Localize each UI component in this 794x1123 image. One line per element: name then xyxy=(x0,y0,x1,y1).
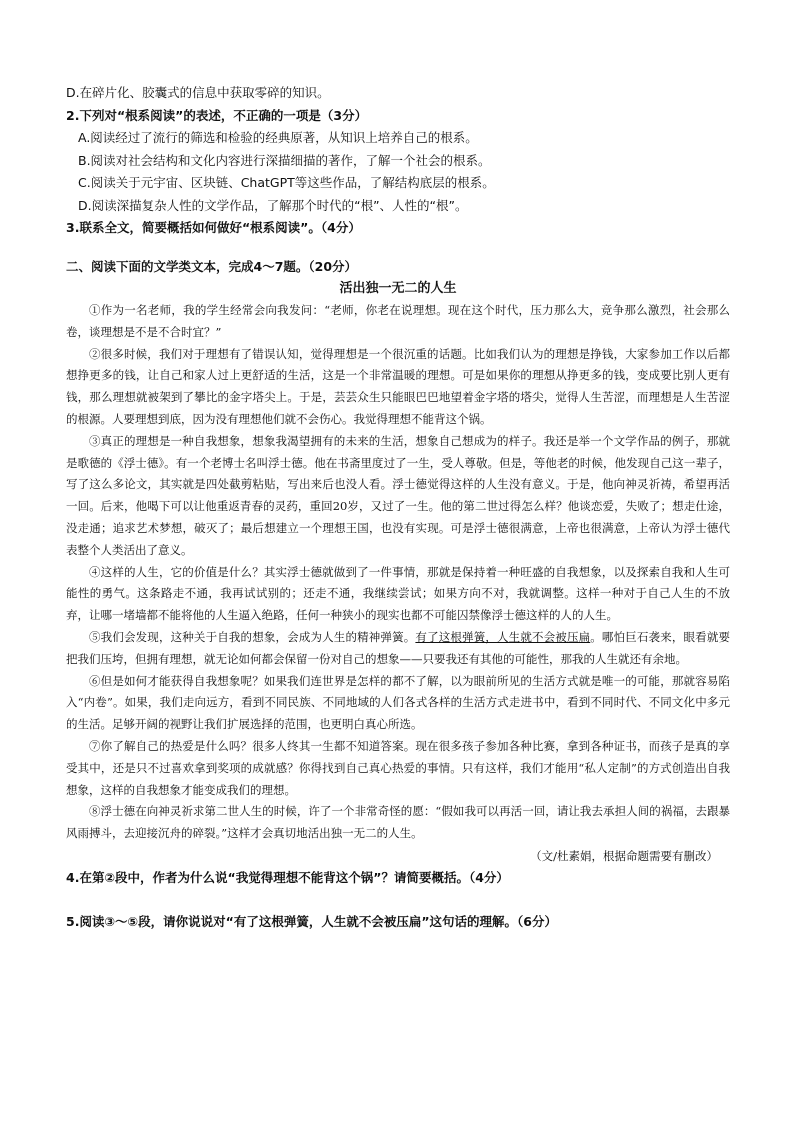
q1-option-d: D.在碎片化、胶囊式的信息中获取零碎的知识。 xyxy=(66,85,330,100)
article-source: （文/杜素娟，根据命题需要有删改） xyxy=(530,848,718,863)
paragraph-7: ⑦你了解自己的热爱是什么吗？很多人终其一生都不知道答案。现在很多孩子参加各种比赛，拿到各种证书，而孩子是真的享受其中，还是只不过喜欢拿到奖项的成就感？你得找到自己真心热爱的事情。只有这样，我们才能用“私人定制”的方式创造出自我想象，这样的自我想象才能变成我们的理想。 xyxy=(66,738,730,797)
q5-stem: 5.阅读③～⑤段，请你说说对“有了这根弹簧，人生就不会被压扁”这句话的理解。（6分） xyxy=(66,913,557,929)
section-heading: 二、阅读下面的文学类文本，完成4～7题。（20分） xyxy=(66,258,358,274)
paragraph-5 xyxy=(66,627,730,671)
paragraph-8: ⑧浮士德在向神灵祈求第二世人生的时候，许了一个非常奇怪的愿：“假如我可以再活一回，请让我去承担人间的祸福，去跟暴风雨搏斗，去迎接沉舟的碎裂。”这样才会真切地活出独一无二的人生。 xyxy=(66,804,730,841)
q2-option-c: C.阅读关于元宇宙、区块链、ChatGPT等这些作品，了解结构底层的根系。 xyxy=(78,175,495,190)
exam-page xyxy=(66,82,730,933)
underlined-sentence: 有了这根弹簧，人生就不会被压扁 xyxy=(415,629,591,644)
paragraph-2: ②很多时候，我们对于理想有了错误认知，觉得理想是一个很沉重的话题。比如我们认为的理想是挣钱，大家参加工作以后都想挣更多的钱，让自己和家人过上更舒适的生活，这是一个非常温暖的理想。可是如果你的理想从挣更多的钱，变成要比别人更有钱，那么理想就被架到了攀比的金字塔尖上。于是，芸芸众生只能眼巴巴地望着金字塔的塔尖，觉得人生苦涩，而理想是人生苦涩的根源。人要理想到底，因为没有理想他们就不会伤心。我觉得理想不能背这个锅。 xyxy=(66,346,730,426)
q2-stem: 2.下列对“根系阅读”的表述，不正确的一项是（3分） xyxy=(66,107,368,123)
q2-option-d: D.阅读深描复杂人性的文学作品，了解那个时代的“根”、人性的“根”。 xyxy=(78,197,468,213)
paragraph-1: ①作为一名老师，我的学生经常会向我发问：“老师，你老在说理想。现在这个时代，压力那么大，竞争那么激烈，社会那么卷，谈理想是不是不合时宜？” xyxy=(66,303,730,339)
article-title: 活出独一无二的人生 xyxy=(339,281,457,296)
q2-option-a: A.阅读经过了流行的筛选和检验的经典原著，从知识上培养自己的根系。 xyxy=(78,130,478,145)
paragraph-5-start: ⑤我们会发现，这种关于自我的想象，会成为人生的精神弹簧。 xyxy=(89,629,416,644)
paragraph-4: ④这样的人生，它的价值是什么？其实浮士德就做到了一件事情，那就是保持着一种旺盛的自我想象，以及探索自我和人生可能性的勇气。这条路走不通，我再试试别的；还走不通，我继续尝试；如果方向不对，我就调整。这样一种对于自己人生的不放弃，让哪一堵墙都不能将他的人生逼入绝路，任何一种狭小的现实也都不可能囚禁像浮士德这样的人的人生。 xyxy=(66,564,730,623)
paragraph-6: ⑥但是如何才能获得自我想象呢？如果我们连世界是怎样的都不了解，以为眼前所见的生活方式就是唯一的可能，那就容易陷入“内卷”。如果，我们走向远方，看到不同民族、不同地域的人们各式各样的生活方式走进书中，看到不同时代、不同文化中多元的生活。足够开阔的视野让我们扩展选择的范围，也更明白真心所选。 xyxy=(66,673,730,732)
q4-stem: 4.在第②段中，作者为什么说“我觉得理想不能背这个锅”？请简要概括。（4分） xyxy=(66,869,509,885)
spacer xyxy=(66,240,730,256)
q2-option-b: B.阅读对社会结构和文化内容进行深描细描的著作，了解一个社会的根系。 xyxy=(78,152,491,168)
q3-stem: 3.联系全文，简要概括如何做好“根系阅读”。（4分） xyxy=(66,220,361,235)
paragraph-5-end: 。哪怕巨石袭来，眼看就要把我们压垮，但拥有理想，就无论如何都会保留一份对自己的想象——只要我还有其他的可能性，那我的人生就还有余地。 xyxy=(66,629,730,666)
paragraph-3: ③真正的理想是一种自我想象，想象我渴望拥有的未来的生活，想象自己想成为的样子。我还是举一个文学作品的例子，那就是歌德的《浮士德》。有一个老博士名叫浮士德。他在书斋里度过了一生，受人尊敬。但是，等他老的时候，他发现自己这一辈子，写了这么多论文，其实就是四处截剪粘贴，写出来后也没人看。浮士德觉得这样的人生没有意义。于是，他向神灵祈祷，希望再活一回。后来，他喝下可以让他重返青春的灵药，重回20岁，又过了一生。他的第二世过得怎么样？他谈恋爱，失败了；想走仕途，没走通；追求艺术梦想，破灭了；最后想建立一个理想王国，也没有实现。可是浮士德很满意，上帝也很满意，上帝认为浮士德代表整个人类活出了意义。 xyxy=(66,433,730,557)
